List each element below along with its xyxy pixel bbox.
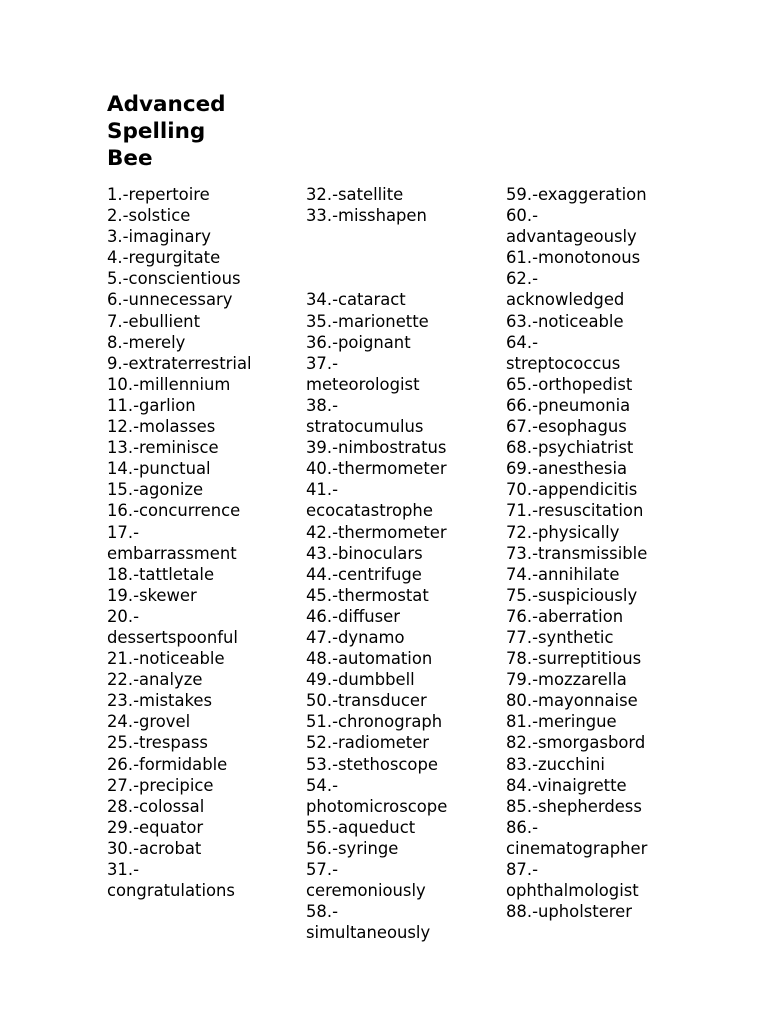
word-entry: 77.-synthetic [506, 627, 614, 647]
word-entry: 26.-formidable [107, 754, 228, 774]
word-entry: 13.-reminisce [107, 438, 219, 458]
word-entry: 80.-mayonnaise [506, 691, 638, 711]
word-entry: 34.-cataract [306, 290, 406, 310]
word-entry: 23.-mistakes [107, 691, 213, 711]
word-entry: 40.-thermometer [306, 459, 447, 479]
word-entry: 24.-grovel [107, 712, 191, 732]
word-entry: 36.-poignant [306, 332, 411, 352]
word-entry: 6.-unnecessary [107, 290, 233, 310]
word-column-2-rest [306, 289, 447, 943]
word-entry: 58.- [306, 902, 338, 922]
word-entry: 39.-nimbostratus [306, 438, 447, 458]
word-entry: 66.-pneumonia [506, 395, 631, 415]
word-entry: 54.- [306, 775, 338, 795]
word-entry: 57.- [306, 860, 338, 880]
page-title [107, 91, 267, 172]
word-entry: 52.-radiometer [306, 733, 430, 753]
word-entry: 78.-surreptitious [506, 649, 642, 669]
word-entry: 53.-stethoscope [306, 754, 438, 774]
word-entry: 14.-punctual [107, 459, 211, 479]
word-entry: 63.-noticeable [506, 311, 624, 331]
word-entry: 67.-esophagus [506, 417, 627, 437]
word-entry: 35.-marionette [306, 311, 429, 331]
word-entry: 21.-noticeable [107, 649, 225, 669]
word-entry: 33.-misshapen [306, 206, 427, 226]
word-entry: 87.- [506, 860, 538, 879]
word-entry: congratulations [107, 881, 235, 901]
word-entry: meteorologist [306, 374, 420, 394]
word-entry: 70.-appendicitis [506, 480, 638, 500]
word-entry: 43.-binoculars [306, 543, 423, 563]
title-line: Bee [107, 146, 153, 171]
word-entry: 29.-equator [107, 817, 204, 837]
word-entry: 62.- [506, 269, 538, 289]
word-entry: 81.-meringue [506, 712, 617, 732]
word-entry: ophthalmologist [506, 881, 639, 901]
word-entry: 27.-precipice [107, 775, 214, 795]
word-entry: 85.-shepherdess [506, 796, 642, 816]
word-entry: 12.-molasses [107, 417, 216, 437]
word-entry: embarrassment [107, 543, 237, 563]
word-entry: 31.- [107, 860, 139, 879]
word-column-1 [107, 184, 252, 901]
word-entry: 49.-dumbbell [306, 670, 415, 690]
word-entry: 71.-resuscitation [506, 501, 644, 521]
word-entry: ceremoniously [306, 881, 426, 901]
word-entry: 79.-mozzarella [506, 670, 627, 690]
word-entry: 19.-skewer [107, 585, 197, 605]
word-entry: 68.-psychiatrist [506, 438, 634, 458]
word-entry: simultaneously [306, 923, 431, 943]
word-entry: 7.-ebullient [107, 311, 200, 331]
word-entry: 22.-analyze [107, 670, 203, 690]
word-entry: 73.-transmissible [506, 543, 648, 563]
word-entry: 20.- [107, 606, 139, 626]
word-entry: 5.-conscientious [107, 269, 241, 289]
word-entry: 4.-regurgitate [107, 248, 221, 268]
word-entry: 84.-vinaigrette [506, 775, 627, 795]
word-entry: 42.-thermometer [306, 522, 447, 542]
column-gap [306, 226, 447, 289]
word-entry: 32.-satellite [306, 185, 404, 204]
word-entry: 10.-millennium [107, 374, 231, 394]
word-entry: 56.-syringe [306, 838, 399, 858]
word-entry: 15.-agonize [107, 480, 204, 500]
word-entry: 69.-anesthesia [506, 459, 628, 479]
word-entry: 18.-tattletale [107, 564, 215, 584]
word-entry: 2.-solstice [107, 206, 191, 226]
word-entry: 11.-garlion [107, 395, 196, 415]
word-entry: 44.-centrifuge [306, 564, 422, 584]
word-entry: 76.-aberration [506, 606, 624, 626]
word-column-2 [306, 184, 447, 943]
word-entry: 83.-zucchini [506, 754, 605, 774]
word-column-2-top [306, 184, 447, 226]
word-entry: 37.- [306, 353, 338, 373]
word-entry: 51.-chronograph [306, 712, 443, 732]
word-entry: 16.-concurrence [107, 501, 241, 521]
word-column-3 [506, 184, 647, 922]
word-entry: advantageously [506, 227, 637, 247]
word-entry: streptococcus [506, 353, 621, 373]
word-entry: 3.-imaginary [107, 227, 211, 247]
word-entry: ecocatastrophe [306, 501, 433, 521]
title-line: Spelling [107, 119, 206, 144]
word-entry: 82.-smorgasbord [506, 733, 646, 753]
word-entry: 59.-exaggeration [506, 185, 647, 204]
word-entry: dessertspoonful [107, 627, 238, 647]
word-entry: 50.-transducer [306, 691, 427, 711]
word-entry: 45.-thermostat [306, 585, 429, 605]
word-entry: 25.-trespass [107, 733, 208, 753]
word-entry: 65.-orthopedist [506, 374, 633, 394]
word-entry: 38.- [306, 395, 338, 415]
word-entry: 8.-merely [107, 332, 186, 352]
word-entry: 55.-aqueduct [306, 817, 416, 837]
word-entry: 72.-physically [506, 522, 620, 542]
word-entry: 17.- [107, 522, 139, 542]
word-entry: 75.-suspiciously [506, 585, 638, 605]
word-entry: 47.-dynamo [306, 627, 405, 647]
word-entry: 28.-colossal [107, 796, 205, 816]
word-entry: 64.- [506, 332, 538, 352]
word-entry: 46.-diffuser [306, 606, 400, 626]
word-entry: 60.- [506, 206, 538, 226]
word-entry: 74.-annihilate [506, 564, 620, 584]
word-entry: 48.-automation [306, 649, 433, 669]
word-entry: acknowledged [506, 290, 625, 310]
title-line: Advanced [107, 92, 226, 117]
word-entry: 41.- [306, 480, 338, 500]
word-entry: 88.-upholsterer [506, 902, 632, 922]
word-entry: 1.-repertoire [107, 185, 210, 204]
word-entry: cinematographer [506, 838, 648, 858]
word-entry: 61.-monotonous [506, 248, 641, 268]
word-entry: stratocumulus [306, 417, 424, 437]
word-entry: photomicroscope [306, 796, 448, 816]
word-entry: 9.-extraterrestrial [107, 353, 252, 373]
word-entry: 86.- [506, 817, 538, 837]
word-entry: 30.-acrobat [107, 838, 202, 858]
